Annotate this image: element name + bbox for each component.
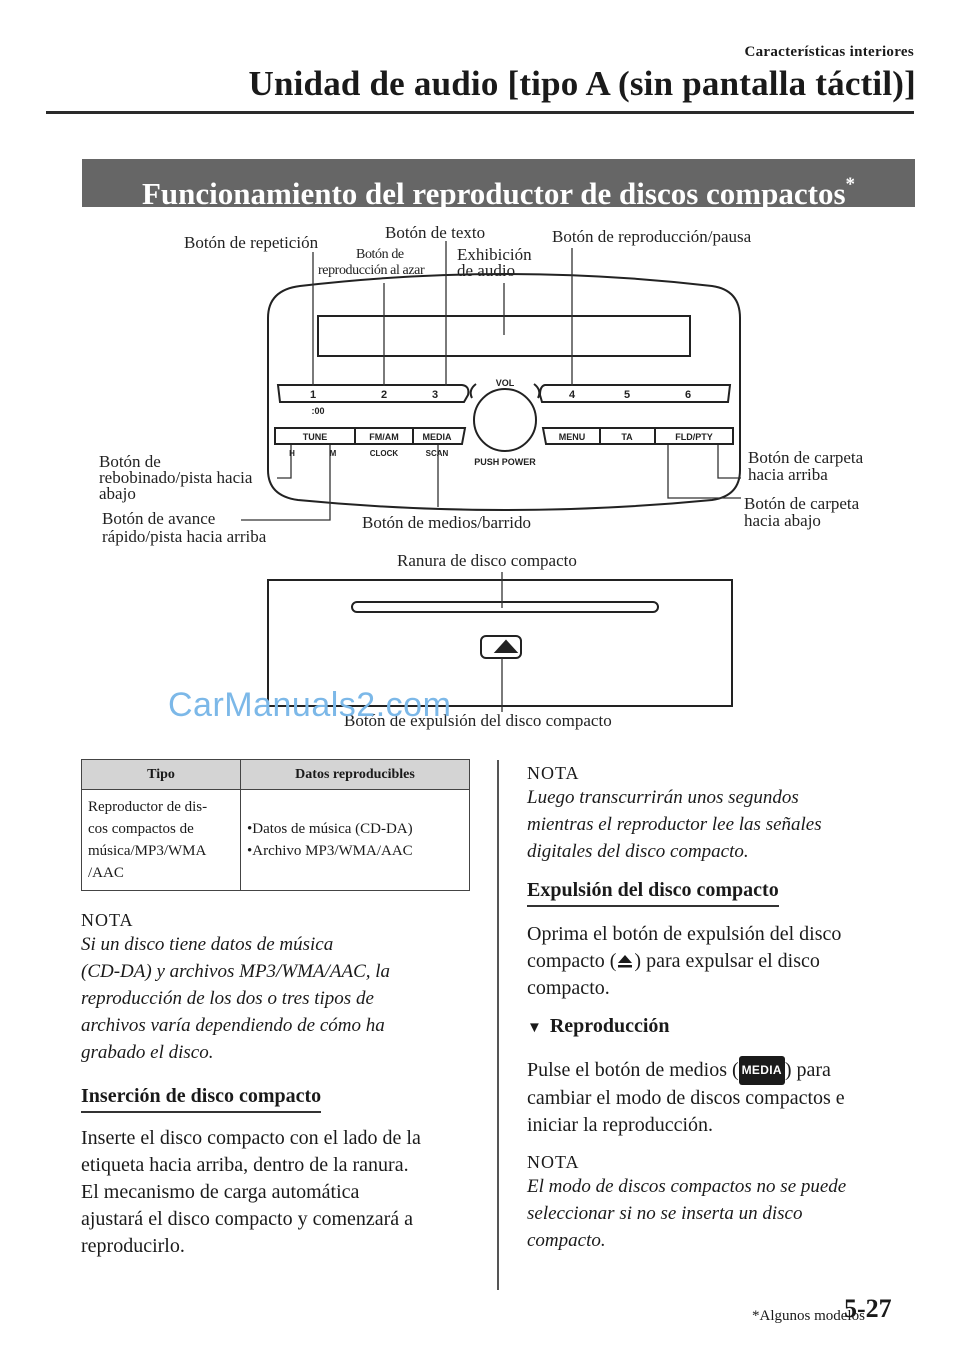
column-divider: [497, 760, 499, 1290]
eject-heading: Expulsión del disco compacto: [527, 879, 779, 907]
table-cell-data: •Datos de música (CD-DA) •Archivo MP3/WMA/AAC: [241, 790, 470, 891]
note-2: NOTA Luego transcurrirán unos segundos mientras el reproductor lee las señales digitales del disco compacto.: [527, 763, 822, 862]
playback-heading: ▼ Reproducción: [527, 1015, 670, 1037]
label-playpause: Botón de reproducción/pausa: [552, 227, 752, 246]
clock-label: CLOCK: [369, 449, 399, 458]
label-slot: Ranura de disco compacto: [397, 551, 577, 570]
volume-knob: [474, 389, 536, 451]
preset-6: 6: [684, 389, 692, 401]
playback-text: Pulse el botón de medios ( MEDIA ) para cambiar el modo de discos compactos e iniciar la reproducción.: [527, 1056, 927, 1139]
eject-text: Oprima el botón de expulsión del disco compacto ( ) para expulsar el disco compacto.: [527, 923, 842, 999]
table-cell-type: Reproductor de dis- cos compactos de música/MP3/WMA /AAC: [82, 790, 241, 891]
watermark: CarManuals2.com: [168, 686, 452, 724]
cd-slot: [352, 602, 658, 612]
label-folder-down-1: Botón de carpeta: [744, 494, 860, 513]
footnote: *Algunos modelos: [752, 1308, 865, 1324]
m-label: M: [329, 449, 337, 458]
label-text: Botón de texto: [385, 223, 486, 242]
label-repeat: Botón de repetición: [184, 233, 319, 252]
preset-3: 3: [431, 389, 439, 401]
table-header-type: Tipo: [82, 760, 241, 790]
label-rew-1: Botón de: [99, 452, 161, 471]
label-rew-2: rebobinado/pista hacia: [99, 468, 253, 487]
media-label: MEDIA: [422, 432, 452, 442]
label-random-2: reproducción al azar: [318, 263, 425, 278]
label-eject: Botón de expulsión del disco compacto: [344, 711, 612, 730]
insert-text: Inserte el disco compacto con el lado de la etiqueta hacia arriba, dentro de la ranura. El mecanismo de carga automática ajustará el disco compacto y comenzará a reproducirlo.: [81, 1127, 421, 1257]
section-label: Características interiores: [744, 44, 914, 60]
h-label: H: [289, 449, 295, 458]
push-power-label: PUSH POWER: [474, 457, 536, 467]
fld-pty-label: FLD/PTY: [675, 432, 713, 442]
note-1: NOTA Si un disco tiene datos de música (CD-DA) y archivos MP3/WMA/AAC, la reproducción de los dos o tres tipos de archivos varía dependiendo de cómo ha grabado el disco.: [81, 910, 391, 1063]
label-folder-down-2: hacia abajo: [744, 511, 821, 530]
playable-data-table: [81, 759, 470, 891]
menu-label: MENU: [558, 432, 586, 442]
tune-label: TUNE: [302, 432, 328, 442]
fm-am-label: FM/AM: [369, 432, 399, 442]
preset-2: 2: [380, 389, 388, 401]
label-display-2: de audio: [457, 261, 516, 280]
eject-icon: [616, 954, 634, 968]
media-button-icon: MEDIA: [739, 1056, 785, 1085]
note-3: NOTA El modo de discos compactos no se puede seleccionar si no se inserta un disco compacto.: [527, 1152, 847, 1251]
label-display-1: Exhibición: [457, 245, 532, 264]
vol-label: VOL: [495, 378, 515, 388]
triangle-down-icon: ▼: [527, 1020, 542, 1036]
label-folder-up-1: Botón de carpeta: [748, 448, 864, 467]
preset-5: 5: [623, 389, 631, 401]
insert-heading: Inserción de disco compacto: [81, 1085, 321, 1113]
table-header-data: Datos reproducibles: [241, 760, 470, 790]
preset-4: 4: [568, 389, 576, 401]
label-media: Botón de medios/barrido: [362, 513, 532, 532]
page-title: Unidad de audio [tipo A (sin pantalla táctil)]: [248, 64, 916, 103]
preset-1: 1: [309, 389, 317, 401]
section-band-title: Funcionamiento del reproductor de discos compactos*: [141, 174, 856, 211]
ta-label: TA: [621, 432, 633, 442]
label-ff-2: rápido/pista hacia arriba: [102, 527, 267, 546]
preset-zero-label: :00: [311, 406, 325, 416]
label-ff-1: Botón de avance: [102, 509, 216, 528]
label-folder-up-2: hacia arriba: [748, 465, 828, 484]
label-random-1: Botón de: [356, 247, 404, 262]
preset-left-bar: [278, 385, 468, 402]
scan-label: SCAN: [425, 449, 449, 458]
page-number: 5-27: [844, 1294, 892, 1323]
label-rew-3: abajo: [99, 484, 136, 503]
